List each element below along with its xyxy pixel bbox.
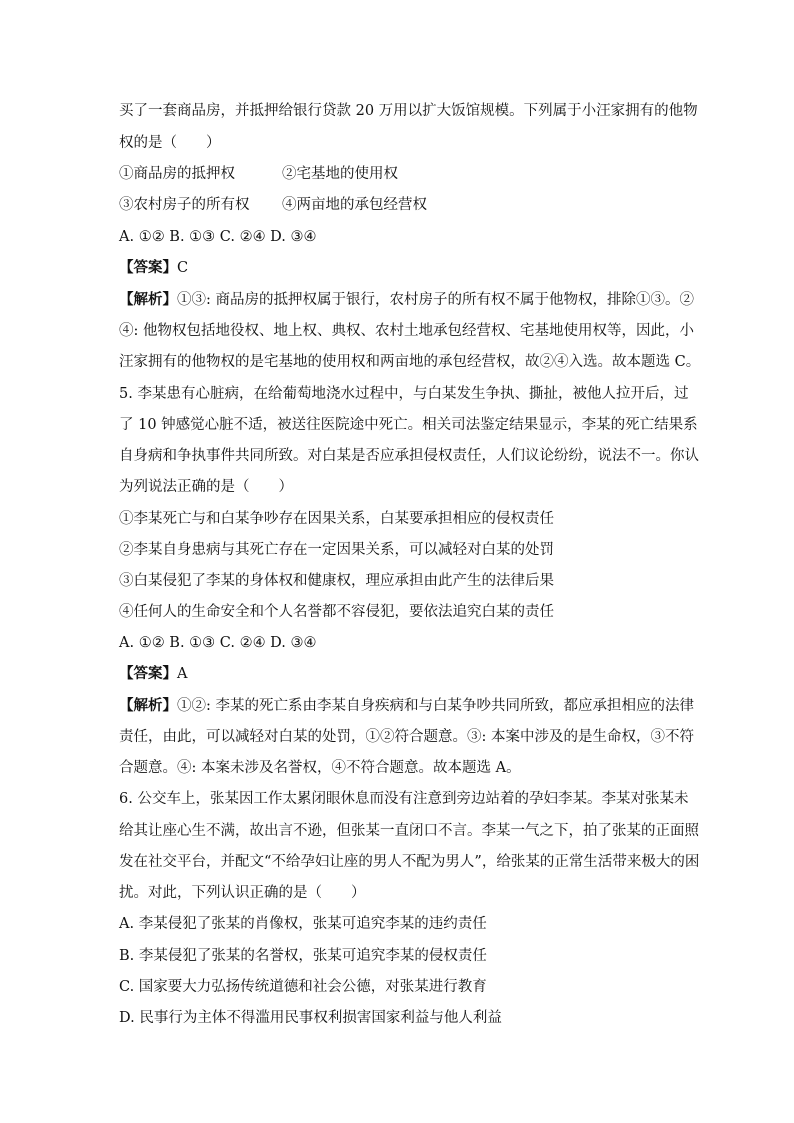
answer-value: C bbox=[177, 260, 189, 276]
text-line: 扰。对此，下列认识正确的是（ ） bbox=[119, 885, 366, 901]
option-2: ②宅基地的使用权 bbox=[282, 166, 398, 182]
text-line: 发在社交平台，并配文“不给孕妇让座的男人不配为男人”，给张某的正常生活带来极大的困 bbox=[119, 854, 700, 870]
text-line: 汪家拥有的他物权的是宅基地的使用权和两亩地的承包经营权，故②④入选。故本题选 C。 bbox=[119, 354, 701, 370]
option-4: ④两亩地的承包经营权 bbox=[282, 197, 427, 213]
option-1: ①商品房的抵押权 bbox=[119, 166, 235, 182]
option-row bbox=[119, 164, 398, 184]
analysis-text: ①③: 商品房的抵押权属于银行，农村房子的所有权不属于他物权，排除①③。② bbox=[177, 292, 694, 308]
statement-1: ①李某死亡与和白某争吵存在因果关系，白某要承担相应的侵权责任 bbox=[119, 511, 554, 527]
answer-line bbox=[119, 664, 187, 684]
answer-line bbox=[119, 258, 188, 278]
text-line: 给其让座心生不满，故出言不逊，但张某一直闭口不言。李某一气之下，拍了张某的正面照 bbox=[119, 823, 699, 839]
analysis-line bbox=[119, 290, 694, 310]
text-line: ④: 他物权包括地役权、地上权、典权、农村土地承包经营权、宅基地使用权等，因此，小 bbox=[119, 323, 694, 339]
statement-3: ③白某侵犯了李某的身体权和健康权，理应承担由此产生的法律后果 bbox=[119, 573, 554, 589]
analysis-label: 【解析】 bbox=[119, 697, 177, 714]
answer-label: 【答案】 bbox=[119, 259, 177, 276]
answer-label: 【答案】 bbox=[119, 665, 177, 682]
answer-value: A bbox=[177, 666, 188, 682]
text-line: 责任，由此，可以减轻对白某的处罚，①②符合题意。③: 本案中涉及的是生命权，③不符 bbox=[119, 729, 694, 745]
question-5: 5. 李某患有心脏病，在给葡萄地浇水过程中，与白某发生争执、撕扯，被他人拉开后，过 bbox=[119, 386, 689, 402]
choice-a: A. 李某侵犯了张某的肖像权，张某可追究李某的违约责任 bbox=[119, 916, 487, 932]
text-line: 合题意。④: 本案未涉及名誉权，④不符合题意。故本题选 A。 bbox=[119, 760, 521, 776]
analysis-label: 【解析】 bbox=[119, 291, 177, 308]
text-line: 权的是（ ） bbox=[119, 135, 221, 151]
text-line: 为列说法正确的是（ ） bbox=[119, 479, 293, 495]
option-row bbox=[119, 195, 427, 215]
choice-b: B. 李某侵犯了张某的名誉权，张某可追究李某的侵权责任 bbox=[119, 948, 487, 964]
choice-c: C. 国家要大力弘扬传统道德和社会公德，对张某进行教育 bbox=[119, 979, 487, 995]
statement-2: ②李某自身患病与其死亡存在一定因果关系，可以减轻对白某的处罚 bbox=[119, 542, 554, 558]
choice-d: D. 民事行为主体不得滥用民事权利损害国家利益与他人利益 bbox=[119, 1010, 502, 1026]
analysis-line bbox=[119, 696, 694, 716]
text-line: 买了一套商品房，并抵押给银行贷款 20 万用以扩大饭馆规模。下列属于小汪家拥有的他物 bbox=[119, 103, 698, 119]
choices-line: A. ①② B. ①③ C. ②④ D. ③④ bbox=[119, 635, 317, 651]
analysis-text: ①②: 李某的死亡系由李某自身疾病和与白某争吵共同所致，都应承担相应的法律 bbox=[177, 698, 694, 714]
text-line: 了 10 钟感觉心脏不适，被送往医院途中死亡。相关司法鉴定结果显示，李某的死亡结果系 bbox=[119, 417, 698, 433]
statement-4: ④任何人的生命安全和个人名誉都不容侵犯，要依法追究白某的责任 bbox=[119, 604, 554, 620]
option-3: ③农村房子的所有权 bbox=[119, 197, 250, 213]
question-6: 6. 公交车上，张某因工作太累闭眼休息而没有注意到旁边站着的孕妇李某。李某对张某未 bbox=[119, 791, 689, 807]
text-line: 自身病和争执事件共同所致。对白某是否应承担侵权责任，人们议论纷纷，说法不一。你认 bbox=[119, 448, 699, 464]
choices-line: A. ①② B. ①③ C. ②④ D. ③④ bbox=[119, 229, 317, 245]
